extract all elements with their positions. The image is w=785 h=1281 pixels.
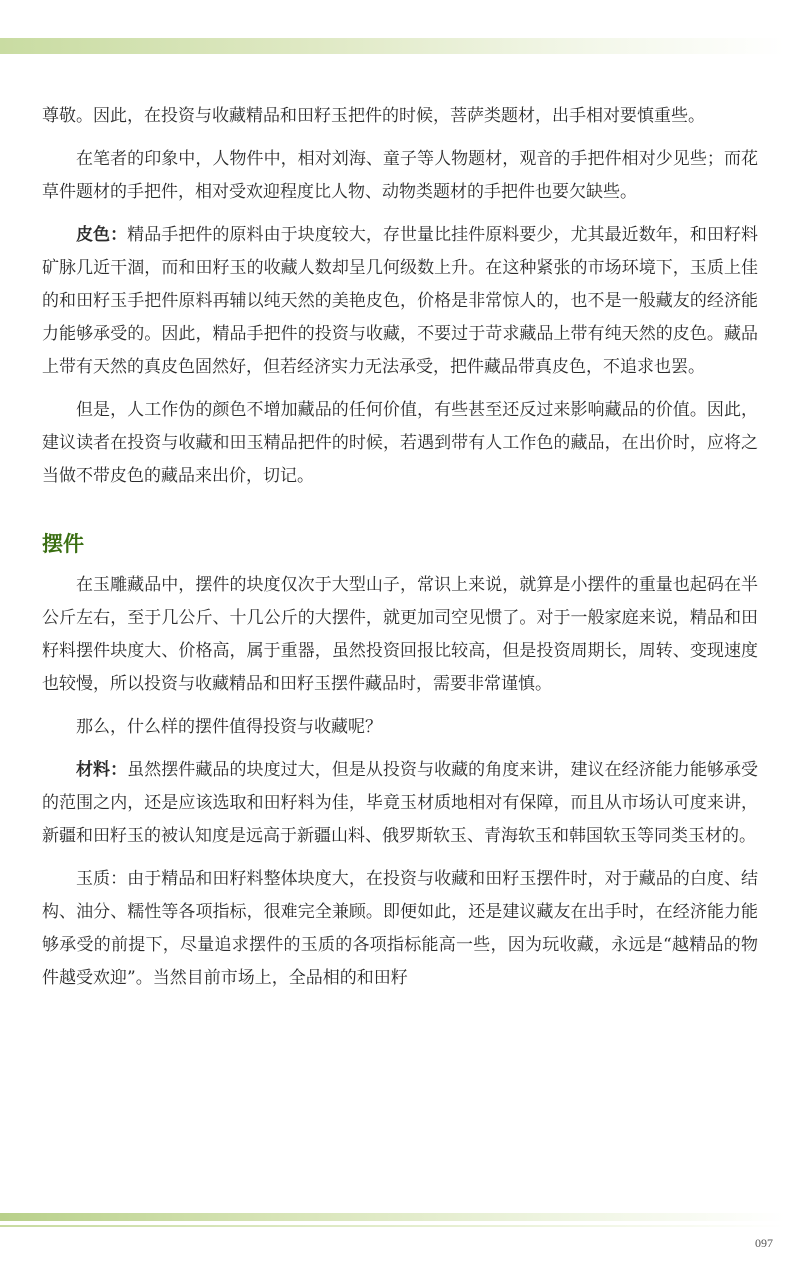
paragraph — [42, 711, 758, 744]
paragraph — [42, 100, 758, 133]
paragraph — [42, 394, 758, 493]
paragraph — [42, 143, 758, 209]
paragraph-text: 在玉雕藏品中，摆件的块度仅次于大型山子，常识上来说，就算是小摆件的重量也起码在半公斤左右，至于几公斤、十几公斤的大摆件，就更加司空见惯了。对于一般家庭来说，精品和田籽料摆件块度大、价格高，属于重器，虽然投资回报比较高，但是投资周期长，周转、变现速度也较慢，所以投资与收藏精品和田籽玉摆件藏品时，需要非常谨慎。 — [42, 575, 758, 694]
paragraph-term: 皮色： — [76, 225, 128, 245]
footer-decorative-rule — [0, 1213, 785, 1221]
paragraph-text: 在笔者的印象中，人物件中，相对刘海、童子等人物题材，观音的手把件相对少见些；而花草件题材的手把件，相对受欢迎程度比人物、动物类题材的手把件也要欠缺些。 — [42, 149, 758, 202]
paragraph-text: 精品手把件的原料由于块度较大，存世量比挂件原料要少，尤其最近数年，和田籽料矿脉几近干涸，而和田籽玉的收藏人数却呈几何级数上升。在这种紧张的市场环境下，玉质上佳的和田籽玉手把件原料再辅以纯天然的美艳皮色，价格是非常惊人的，也不是一般藏友的经济能力能够承受的。因此，精品手把件的投资与收藏，不要过于苛求藏品上带有纯天然的皮色。藏品上带有天然的真皮色固然好，但若经济实力无法承受，把件藏品带真皮色，不追求也罢。 — [42, 225, 759, 377]
paragraph — [42, 569, 758, 701]
paragraph-text: 尊敬。因此，在投资与收藏精品和田籽玉把件的时候，菩萨类题材，出手相对要慎重些。 — [42, 106, 705, 126]
paragraph — [42, 754, 758, 853]
paragraph — [42, 219, 758, 384]
header-decorative-band — [0, 38, 785, 54]
paragraph-text: 但是，人工作伪的颜色不增加藏品的任何价值，有些甚至还反过来影响藏品的价值。因此，建议读者在投资与收藏和田玉精品把件的时候，若遇到带有人工作色的藏品，在出价时，应将之当做不带皮色的藏品来出价，切记。 — [42, 400, 758, 486]
page-number: 097 — [755, 1236, 773, 1250]
paragraph-text: 那么，什么样的摆件值得投资与收藏呢？ — [76, 717, 382, 737]
paragraph-term: 材料： — [76, 760, 128, 780]
footer-decorative-thin-rule — [0, 1225, 785, 1227]
paragraph-text: 玉质：由于精品和田籽料整体块度大，在投资与收藏和田籽玉摆件时，对于藏品的白度、结构、油分、糯性等各项指标，很难完全兼顾。即便如此，还是建议藏友在出手时，在经济能力能够承受的前提下，尽量追求摆件的玉质的各项指标能高一些，因为玩收藏，永远是“越精品的物件越受欢迎”。当然目前市场上，全品相的和田籽 — [42, 869, 758, 988]
section-heading: 摆件 — [42, 532, 84, 556]
page-body — [42, 100, 758, 1005]
paragraph-text: 虽然摆件藏品的块度过大，但是从投资与收藏的角度来讲，建议在经济能力能够承受的范围之内，还是应该选取和田籽料为佳，毕竟玉材质地相对有保障，而且从市场认可度来讲，新疆和田籽玉的被认知度是远高于新疆山料、俄罗斯软玉、青海软玉和韩国软玉等同类玉材的。 — [42, 760, 759, 846]
paragraph — [42, 863, 758, 995]
